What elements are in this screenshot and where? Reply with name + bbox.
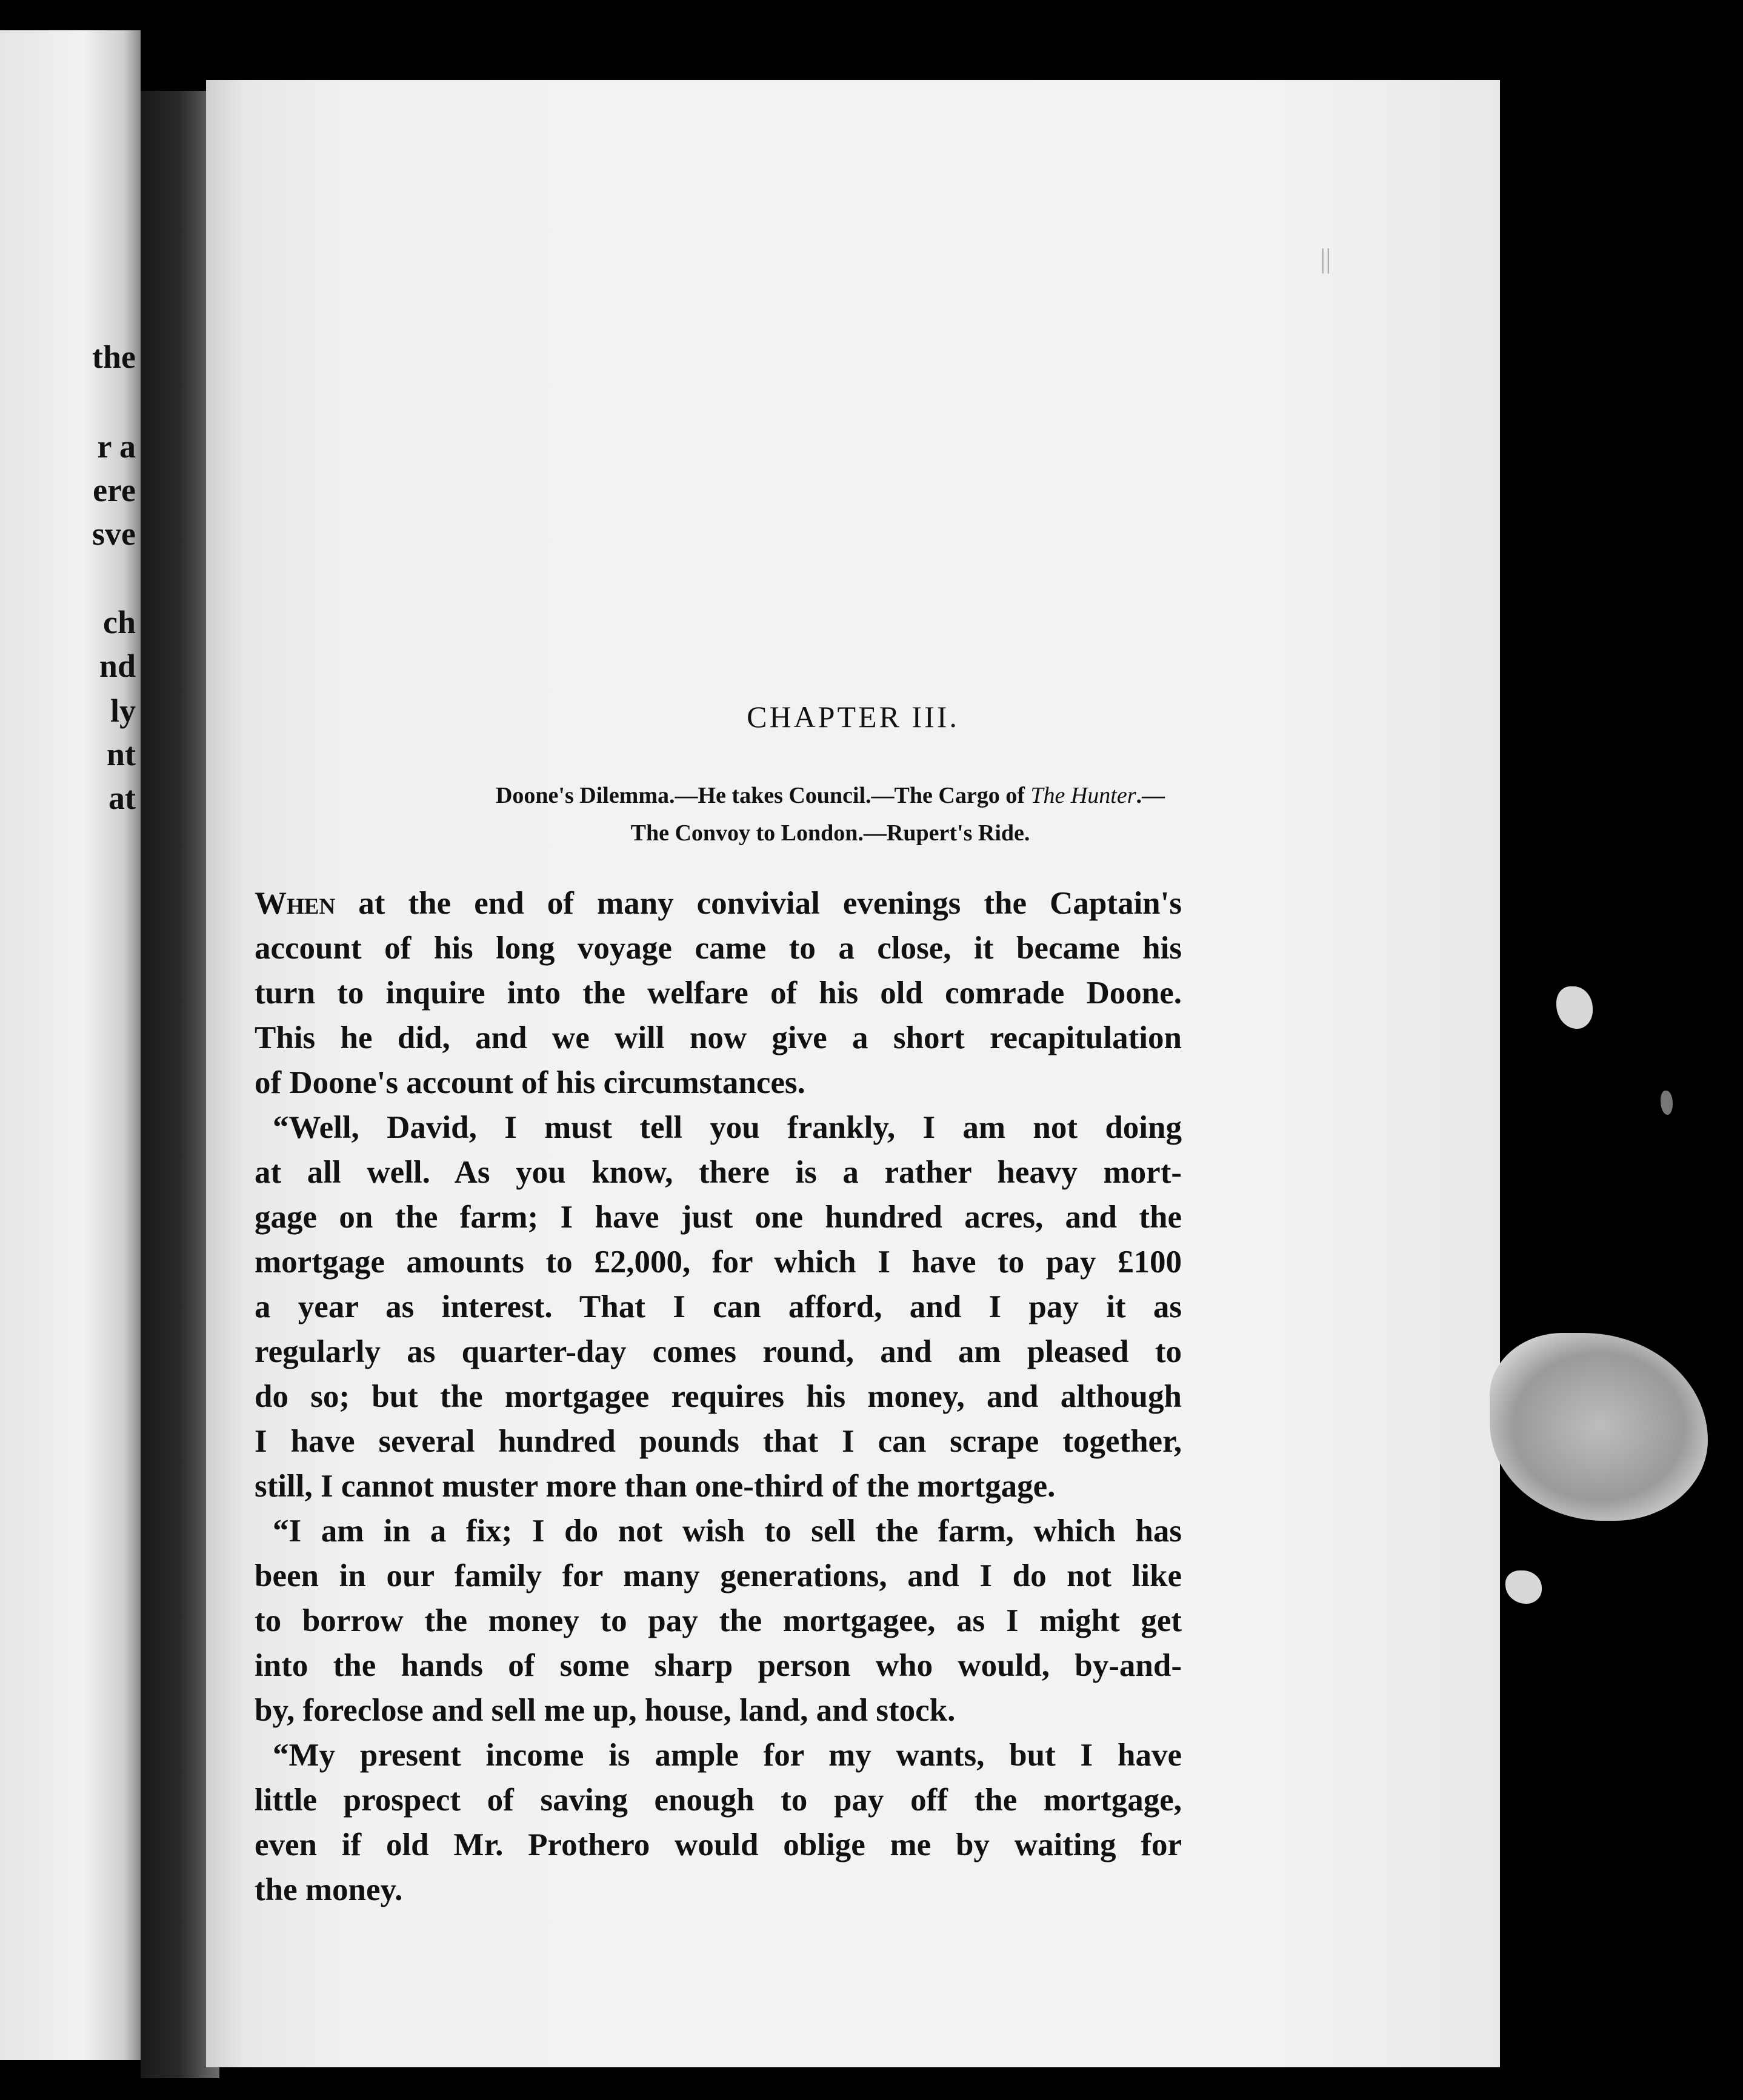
chapter-body (255, 881, 1182, 1912)
chapter-summary-line-2: The Convoy to London.—Rupert's Ride. (630, 820, 1030, 846)
scan-blotch (1661, 1091, 1673, 1115)
left-page-fragment: the (92, 339, 136, 375)
left-page-fragment: sve (92, 516, 136, 552)
left-page (0, 30, 141, 2060)
scan-blotch (1505, 1570, 1542, 1604)
left-page-fragment: ch (103, 604, 136, 640)
left-page-fragment: r a (97, 428, 136, 465)
left-page-fragment: ere (93, 472, 136, 508)
chapter-title: CHAPTER III. (747, 700, 959, 734)
chapter-summary (258, 777, 1403, 852)
paragraph: “Well, David, I must tell you frankly, I am not doing at all well. As you know, there is a rather heavy mort- gage on the farm; I have just one hundred acres, and the mortgage amounts to £2,000, for which I have to pay £100 a year as interest. That I can afford, and I pay it as regularly as quarter-day comes round, and am pleased to do so; but the mortgagee requires his money, and although I have several hundred pounds that I can scrape together, still, I cannot muster more than one-third of the mortgage. (255, 1110, 1182, 1504)
left-page-fragment: nt (106, 736, 136, 773)
chapter-summary-line-1: Doone's Dilemma.—He takes Council.—The Cargo of The Hunter.— (495, 783, 1165, 808)
left-page-fragment: at (108, 780, 136, 816)
left-page-fragment: nd (99, 648, 136, 684)
left-page-fragment: ly (110, 693, 136, 729)
scan-blotch-large (1490, 1333, 1708, 1521)
drop-word: When (255, 886, 336, 921)
paragraph: “I am in a fix; I do not wish to sell the farm, which has been in our family for many generations, and I do not like to borrow the money to pay the mortgagee, as I might get into the hands of some sharp person who would, by-and- by, foreclose and sell me up, house, land, and stock. (255, 1514, 1182, 1728)
paragraph: When at the end of many convivial evenings the Captain's account of his long voyage came to a close, it became his turn to inquire into the welfare of his old comrade Doone. This he did, and we will now give a short recapitulation of Doone's account of his circumstances. (255, 886, 1182, 1100)
right-page (206, 80, 1500, 2067)
scan-blotch (1556, 986, 1593, 1029)
paragraph: “My present income is ample for my wants, but I have little prospect of saving enough to pay off the mortgage, even if old Mr. Prothero would oblige me by waiting for the money. (255, 1738, 1182, 1907)
pencil-mark: || (1320, 243, 1331, 274)
